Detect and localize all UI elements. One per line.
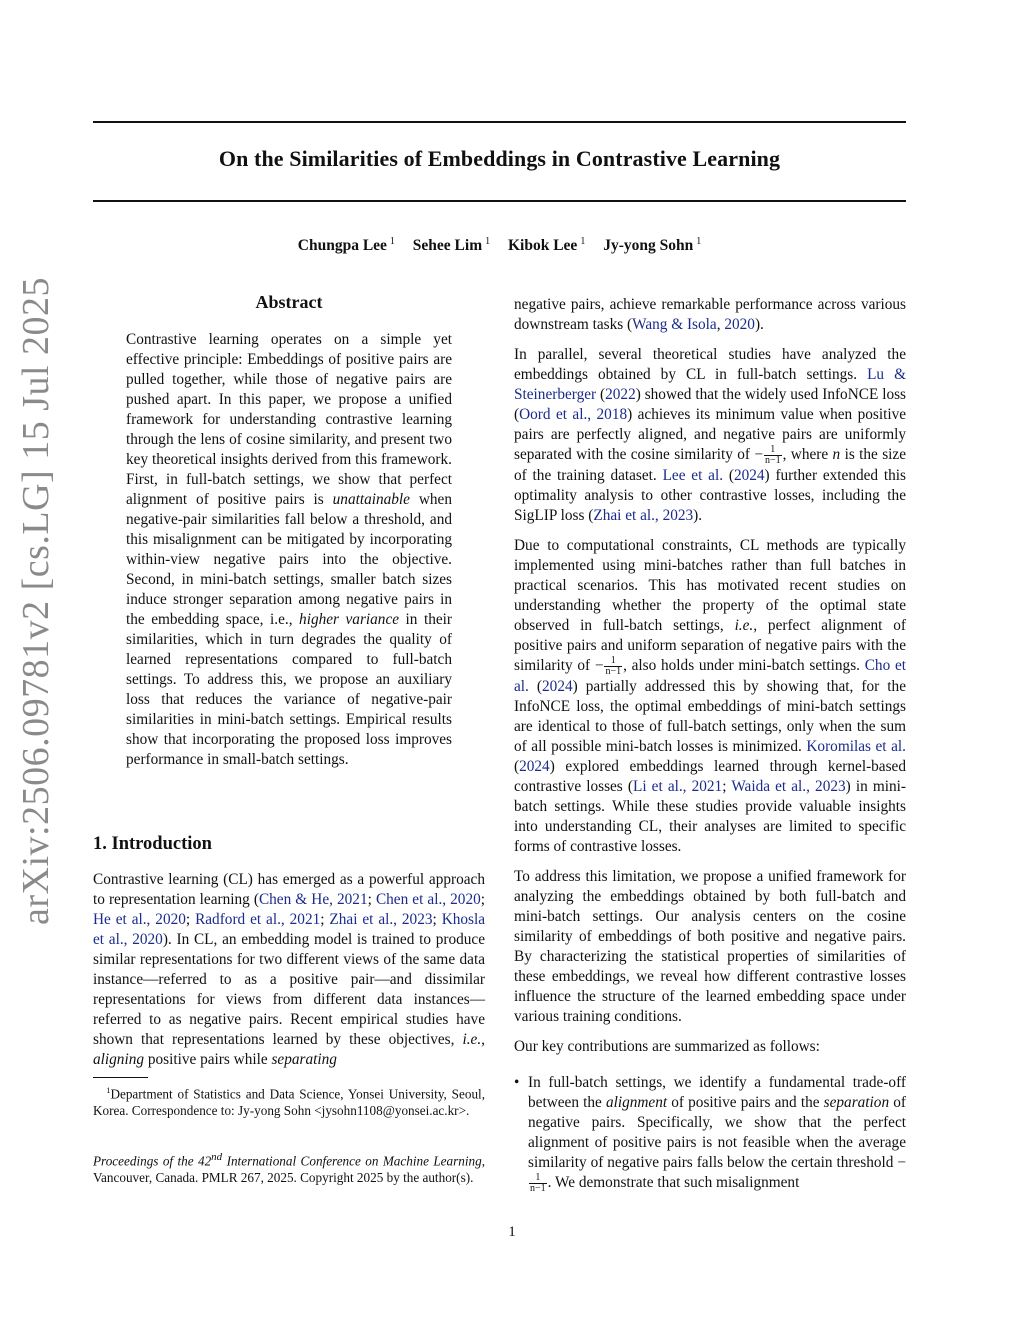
citation-link[interactable]: Zhai et al., 2023 bbox=[593, 507, 694, 524]
intro-paragraph: Contrastive learning (CL) has emerged as a powerful approach to representation learning (Chen & He, 2021; Chen et al., 2020; He et al., 2020; Radford et al., 2021; Zhai et al., 2023; Khosla et al., 2020). In CL, an embedding model is trained to produce similar representations for two different views of the same data instance—referred to as a positive pair—and dissimilar representations for views from different data instances—referred to as negative pairs. Recent empirical studies have shown that representations learned by these objectives, i.e., aligning positive pairs while separating bbox=[93, 871, 486, 1068]
contributions-list bbox=[514, 1073, 906, 1194]
list-item: • In full-batch settings, we identify a fundamental trade-off between the alignment of positive pairs and the separation of negative pairs. Specifically, we show that the perfect alignment of positive pairs is not feasible when the average similarity of negative pairs falls below the certain threshold − $\frac{1}{n-1}$ . We demonstrate that such misalignment bbox=[514, 1073, 906, 1194]
citation-link[interactable]: Lee et al. bbox=[662, 467, 724, 484]
fraction: $\frac{1}{n-1}$ bbox=[605, 655, 622, 677]
citation-link[interactable]: Wang & Isola bbox=[632, 316, 717, 333]
author: Sehee Lim $^1$ bbox=[412, 236, 491, 255]
fraction: $\frac{1}{n-1}$ bbox=[530, 1172, 546, 1194]
citation-link[interactable]: 2024 bbox=[733, 467, 765, 484]
citation-link[interactable]: Cho et al. bbox=[514, 657, 906, 695]
author: Kibok Lee $^1$ bbox=[507, 236, 586, 255]
citation-link[interactable]: Chen et al., 2020 bbox=[375, 891, 481, 908]
arxiv-identifier: arXiv:2506.09781v2 [cs.LG] 15 Jul 2025 bbox=[15, 276, 57, 925]
citation-link[interactable]: 2022 bbox=[605, 386, 636, 403]
citation-link[interactable]: He et al., 2020 bbox=[93, 911, 186, 928]
abstract-heading: Abstract bbox=[255, 292, 323, 312]
citation-link[interactable]: Waida et al., 2023 bbox=[731, 778, 846, 795]
citation-link[interactable]: Khosla et al., 2020 bbox=[93, 911, 486, 948]
citation-link[interactable]: Oord et al., 2018 bbox=[519, 406, 628, 423]
citation-link[interactable]: Zhai et al., 2023 bbox=[329, 911, 433, 928]
citation-link[interactable]: Li et al., 2021 bbox=[632, 778, 723, 795]
paragraph-contributions: Our key contributions are summarized as follows: bbox=[514, 1038, 820, 1055]
author-list bbox=[93, 236, 906, 255]
title-top-rule bbox=[93, 121, 906, 123]
affiliation-footnote: $^1$Department of Statistics and Data Science, Yonsei University, Seoul, Korea. Correspondence to: Jy-yong Sohn <jysohn1108@yonsei.ac.kr>. bbox=[93, 1085, 485, 1119]
paper-title: On the Similarities of Embeddings in Contrastive Learning bbox=[218, 146, 781, 171]
paragraph-theory: In parallel, several theoretical studies have analyzed the embeddings obtained by CL in full-batch settings. Lu & Steinerberger (2022) showed that the widely used InfoNCE loss (Oord et al., 2018) achieves its minimum value when positive pairs are perfectly aligned, and negative pairs are uniformly separated with the cosine similarity of − $\frac{1}{n-1}$ , where n is the size of the training dataset. Lee et al. (2024) further extended this optimality analysis to other contrastive losses, including the SigLIP loss (Zhai et al., 2023). bbox=[514, 346, 907, 524]
right-column bbox=[514, 295, 906, 1194]
citation-link[interactable]: 2024 bbox=[542, 678, 573, 695]
paragraph-framework: To address this limitation, we propose a unified framework for analyzing the embeddings obtained by both full-batch and mini-batch settings. Our analysis centers on the cosine similarity of embeddings of both positive and negative pairs. By characterizing the statistical properties of similarities of these embeddings, we reveal how different contrastive losses influence the structure of the learned embedding space under various training conditions. bbox=[514, 868, 906, 1025]
citation-link[interactable]: 2024 bbox=[519, 758, 550, 775]
citation-link[interactable]: Lu & Steinerberger bbox=[514, 366, 906, 403]
proceedings-note: Proceedings of the 42nd International Conference on Machine Learning, Vancouver, Canada. PMLR 267, 2025. Copyright 2025 by the author(s). bbox=[93, 1151, 485, 1186]
citation-link[interactable]: 2020 bbox=[724, 316, 755, 333]
title-bottom-rule bbox=[93, 200, 906, 202]
author: Jy-yong Sohn $^1$ bbox=[603, 236, 702, 255]
citation-link[interactable]: Koromilas et al. bbox=[806, 738, 906, 755]
introduction-heading: 1. Introduction bbox=[93, 834, 212, 854]
paragraph-minibatch: Due to computational constraints, CL methods are typically implemented using mini-batches rather than full batches in practical scenarios. This has motivated recent studies on understanding whether the property of the optimal state observed in full-batch settings, i.e., perfect alignment of positive pairs and uniform separation of negative pairs with the similarity of − $\frac{1}{n-1}$ , also holds under mini-batch settings. Cho et al. (2024) partially addressed this by showing that, for the InfoNCE loss, the optimal embeddings of mini-batch settings are identical to those of full-batch settings, only when the sum of all possible mini-batch losses is minimized. Koromilas et al. (2024) explored embeddings learned through kernel-based contrastive losses (Li et al., 2021; Waida et al., 2023) in mini-batch settings. While these studies provide valuable insights into understanding CL, their analyses are limited to specific forms of contrastive losses. bbox=[514, 537, 907, 855]
footnote-rule bbox=[93, 1077, 148, 1078]
citation-link[interactable]: Chen & He, 2021 bbox=[258, 891, 368, 908]
intro-continuation: negative pairs, achieve remarkable performance across various downstream tasks (Wang & Isola, 2020). bbox=[514, 296, 906, 333]
page-number: 1 bbox=[508, 1224, 516, 1240]
citation-link[interactable]: Radford et al., 2021 bbox=[195, 911, 321, 928]
fraction: $\frac{1}{n-1}$ bbox=[764, 444, 781, 466]
abstract-body: Contrastive learning operates on a simple yet effective principle: Embeddings of positive pairs are pulled together, while those of negative pairs are pushed apart. In this paper, we propose a unified framework for understanding contrastive learning through the lens of cosine similarity, and present two key theoretical insights derived from this framework. First, in full-batch settings, we show that perfect alignment of positive pairs is unattainable when negative-pair similarities fall below a threshold, and this misalignment can be mitigated by incorporating within-view negative pairs into the objective. Second, in mini-batch settings, smaller batch sizes induce stronger separation among negative pairs in the embedding space, i.e., higher variance in their similarities, which in turn degrades the quality of learned representations compared to full-batch settings. To address this, we propose an auxiliary loss that reduces the variance of negative-pair similarities in mini-batch settings. Empirical results show that incorporating the proposed loss improves performance in small-batch settings. bbox=[126, 331, 452, 768]
author: Chungpa Lee $^1$ bbox=[297, 236, 395, 255]
